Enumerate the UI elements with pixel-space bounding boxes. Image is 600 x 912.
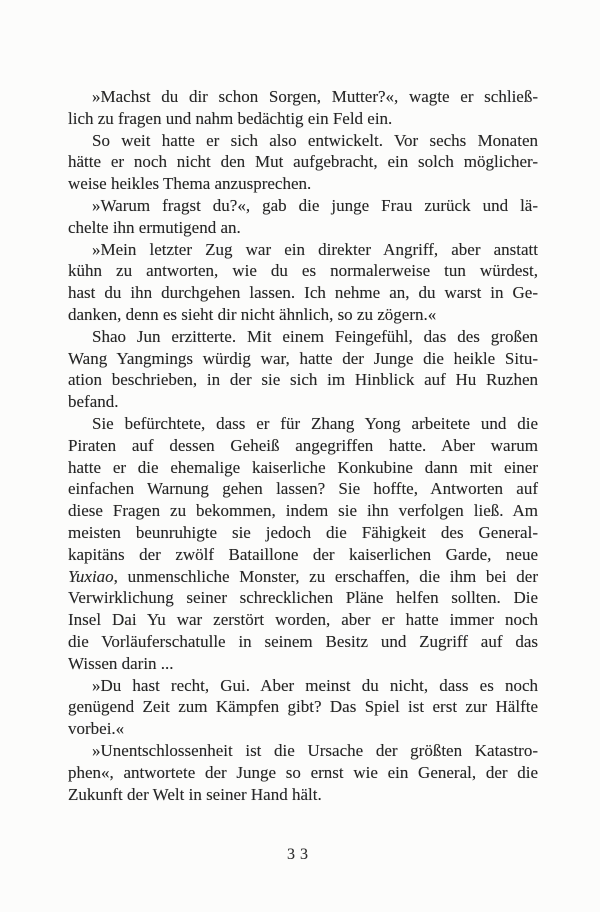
text-line	[68, 348, 538, 370]
text-line	[68, 239, 538, 261]
text-run: hatte er die ehemalige kaiserliche Konkubine dann mit einer	[68, 457, 538, 477]
text-run: Sie befürchtete, dass er für Zhang Yong arbeitete und die	[92, 413, 538, 433]
text-run: Wang Yangmings würdig war, hatte der Junge die heikle Situ-	[68, 348, 538, 368]
text-run: »Du hast recht, Gui. Aber meinst du nicht, dass es noch	[92, 675, 538, 695]
text-run: Shao Jun erzitterte. Mit einem Feingefühl, das des großen	[92, 326, 538, 346]
text-run: diese Fragen zu bekommen, indem sie ihn verfolgen ließ. Am	[68, 501, 538, 521]
text-run: Wissen darin ...	[68, 653, 174, 673]
italic-term: Yuxiao	[68, 566, 114, 586]
text-line	[68, 457, 538, 479]
text-run: Verwirklichung seiner schrecklichen Pläne helfen sollten. Die	[68, 588, 538, 608]
page-number: 33	[287, 846, 313, 863]
text-line	[68, 391, 538, 413]
text-run: die Vorläuferschatulle in seinem Besitz und Zugriff auf das	[68, 631, 538, 651]
text-run: »Machst du dir schon Sorgen, Mutter?«, wagte er schließ-	[92, 87, 538, 106]
text-run: »Unentschlossenheit ist die Ursache der größten Katastro-	[92, 740, 538, 760]
text-run: Insel Dai Yu war zerstört worden, aber er hatte immer noch	[68, 610, 538, 630]
text-line	[68, 413, 538, 435]
text-line	[68, 653, 538, 675]
text-line	[68, 260, 538, 282]
text-line	[68, 217, 538, 239]
text-line	[68, 762, 538, 784]
text-line	[68, 86, 538, 108]
text-run: ation beschrieben, in der sie sich im Hinblick auf Hu Ruzhen	[68, 370, 538, 390]
text-line	[68, 696, 538, 718]
text-line	[68, 478, 538, 500]
text-line	[68, 675, 538, 697]
text-run: meisten beunruhigte sie jedoch die Fähigkeit des General-	[68, 522, 538, 542]
text-run: hast du ihn durchgehen lassen. Ich nehme an, du warst in Ge-	[68, 283, 538, 303]
text-line	[68, 566, 538, 588]
text-run: genügend Zeit zum Kämpfen gibt? Das Spiel ist erst zur Hälfte	[68, 697, 538, 717]
text-run: weise heikles Thema anzusprechen.	[68, 174, 312, 194]
text-line	[68, 369, 538, 391]
text-run: vorbei.«	[68, 719, 125, 739]
text-run: kühn zu antworten, wie du es normalerweise tun würdest,	[68, 261, 538, 281]
text-run: lich zu fragen und nahm bedächtig ein Feld ein.	[68, 108, 393, 128]
text-run: hätte er noch nicht den Mut aufgebracht, ein solch möglicher-	[68, 152, 538, 172]
text-line	[68, 522, 538, 544]
text-line	[68, 326, 538, 348]
text-run: »Mein letzter Zug war ein direkter Angriff, aber anstatt	[92, 239, 538, 259]
text-line	[68, 544, 538, 566]
text-run: chelte ihn ermutigend an.	[68, 217, 241, 237]
text-run: Zukunft der Welt in seiner Hand hält.	[68, 784, 322, 804]
text-run: Piraten auf dessen Geheiß angegriffen hatte. Aber warum	[68, 435, 538, 455]
text-line	[68, 500, 538, 522]
text-line	[68, 435, 538, 457]
text-line	[68, 784, 538, 806]
text-line	[68, 173, 538, 195]
text-line	[68, 304, 538, 326]
text-run: phen«, antwortete der Junge so ernst wie ein General, der die	[68, 762, 538, 782]
text-line	[68, 631, 538, 653]
text-run: »Warum fragst du?«, gab die junge Frau zurück und lä-	[92, 195, 538, 215]
text-line	[68, 108, 538, 130]
text-block	[68, 86, 538, 805]
text-line	[68, 587, 538, 609]
text-line	[68, 718, 538, 740]
text-line	[68, 130, 538, 152]
text-line	[68, 609, 538, 631]
text-run: danken, denn es sieht dir nicht ähnlich, so zu zögern.«	[68, 304, 437, 324]
text-run: kapitäns der zwölf Bataillone der kaiserlichen Garde, neue	[68, 544, 538, 564]
text-run: befand.	[68, 392, 119, 412]
text-line	[68, 151, 538, 173]
text-line	[68, 282, 538, 304]
text-run: , unmenschliche Monster, zu erschaffen, die ihm bei der	[113, 566, 538, 586]
text-run: einfachen Warnung gehen lassen? Sie hoffte, Antworten auf	[68, 479, 538, 499]
text-line	[68, 195, 538, 217]
text-run: So weit hatte er sich also entwickelt. Vor sechs Monaten	[92, 130, 538, 150]
text-line	[68, 740, 538, 762]
